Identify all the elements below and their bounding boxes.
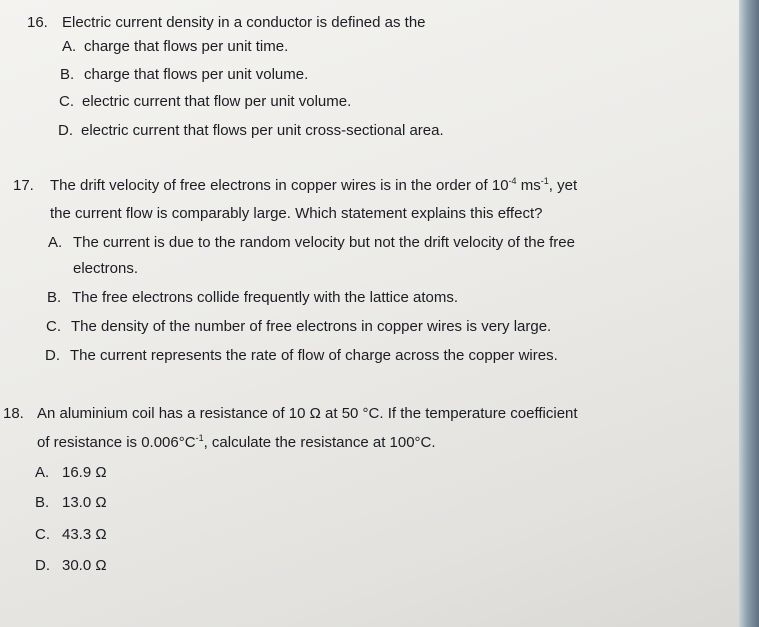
page-edge-shadow: [739, 0, 759, 627]
option-letter: A.: [35, 464, 50, 481]
question-number: 17.: [13, 177, 34, 194]
option-letter: D.: [58, 122, 73, 139]
stem-text: , yet: [548, 177, 578, 194]
question-stem-line-1: An aluminium coil has a resistance of 10 Ω at 50 °C. If the temperature coefficient: [37, 405, 578, 422]
question-stem-line-1: [50, 177, 577, 195]
option-text-continued: electrons.: [73, 260, 139, 277]
stem-text: ms: [516, 177, 541, 194]
question-number: 18.: [3, 405, 24, 422]
exponent: -4: [508, 176, 517, 186]
option-text: The free electrons collide frequently with the lattice atoms.: [72, 289, 459, 306]
question-number: 16.: [27, 14, 48, 31]
exponent: -1: [195, 433, 204, 443]
option-text: charge that flows per unit volume.: [84, 66, 309, 83]
option-text: 43.3 Ω: [62, 526, 107, 543]
option-letter: D.: [35, 557, 50, 574]
option-letter: A.: [62, 38, 77, 55]
option-letter: C.: [46, 318, 61, 335]
option-text: electric current that flows per unit cross-sectional area.: [81, 122, 444, 139]
option-letter: A.: [48, 234, 63, 251]
option-text: The current represents the rate of flow of charge across the copper wires.: [70, 347, 558, 364]
option-letter: D.: [45, 347, 60, 364]
option-text: charge that flows per unit time.: [84, 38, 289, 55]
stem-text: of resistance is 0.006°C: [37, 434, 196, 451]
option-text: The density of the number of free electrons in copper wires is very large.: [71, 318, 552, 335]
stem-text: , calculate the resistance at 100°C.: [203, 434, 436, 451]
question-stem: Electric current density in a conductor is defined as the: [62, 14, 426, 31]
question-stem-line-2: the current flow is comparably large. Which statement explains this effect?: [50, 205, 543, 222]
option-letter: B.: [47, 289, 62, 306]
option-text: The current is due to the random velocity but not the drift velocity of the free: [73, 234, 575, 251]
option-text: 30.0 Ω: [62, 557, 107, 574]
option-letter: B.: [35, 494, 50, 511]
exponent: -1: [540, 176, 549, 186]
option-text: 13.0 Ω: [62, 494, 107, 511]
option-text: 16.9 Ω: [62, 464, 107, 481]
option-letter: C.: [35, 526, 50, 543]
option-letter: C.: [59, 93, 74, 110]
option-text: electric current that flow per unit volume.: [82, 93, 352, 110]
question-stem-line-2: [37, 434, 436, 452]
option-letter: B.: [60, 66, 75, 83]
stem-text: The drift velocity of free electrons in copper wires is in the order of 10: [50, 177, 509, 194]
